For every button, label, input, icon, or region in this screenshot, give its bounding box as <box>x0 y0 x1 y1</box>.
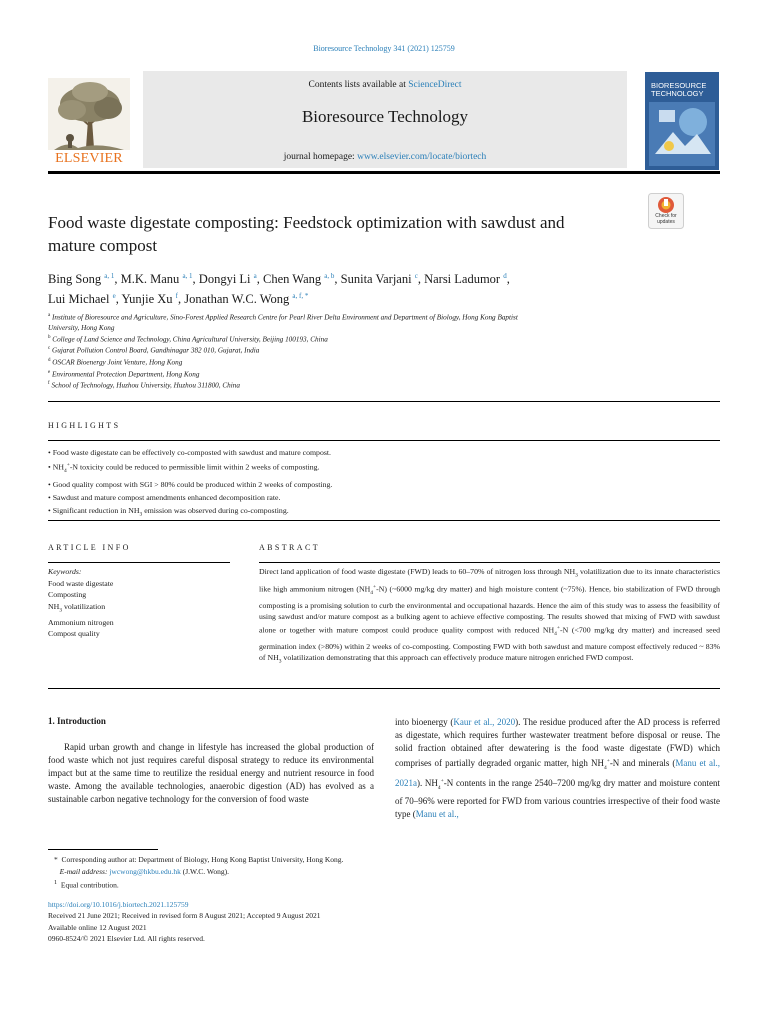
reference-link[interactable]: Kaur et al., 2020 <box>453 717 516 727</box>
keywords-list <box>48 566 228 640</box>
reference-link[interactable]: Manu et al., 2021a <box>395 758 720 788</box>
keyword: $NH_3$ volatilization <box>48 601 106 614</box>
author[interactable]: Chen Wang $^{a, b}$ <box>263 272 335 287</box>
affiliation: $^e$ Environmental Protection Department, Hong Kong <box>48 369 200 378</box>
journal-title: Bioresource Technology <box>301 107 469 126</box>
cover-graphic-icon <box>649 102 715 166</box>
available-online-date: Available online 12 August 2021 <box>48 922 147 932</box>
abstract-heading: ABSTRACT <box>259 543 320 552</box>
affiliation: $^c$ Gujarat Pollution Control Board, Gandhinagar 382 010, Gujarat, India <box>48 346 260 355</box>
highlights-header-rule <box>48 440 720 441</box>
journal-cover-image[interactable] <box>645 72 719 170</box>
cover-title-line2: TECHNOLOGY <box>651 89 704 98</box>
article-info-rule <box>48 562 230 563</box>
highlight-item: • Sawdust and mature compost amendments enhanced decomposition rate. <box>48 493 281 503</box>
highlights-list <box>48 446 720 522</box>
elsevier-wordmark: ELSEVIER <box>55 151 123 166</box>
introduction-heading: 1. Introduction <box>48 716 106 726</box>
affiliation: $^b$ College of Land Science and Technology, China Agricultural University, Beijing 100193, China <box>48 334 328 344</box>
journal-homepage-link[interactable]: www.elsevier.com/locate/biortech <box>357 152 487 162</box>
contents-available-line <box>143 80 627 90</box>
highlight-item: • $NH_4^+-N$ toxicity could be reduced to permissible limit within 2 weeks of composting. <box>48 462 320 475</box>
affiliation: $^a$ Institute of Bioresource and Agriculture, Sino-Forest Applied Research Centre for Pearl River Delta Environment and Department of Biology, Hong Kong Baptist <box>48 313 518 322</box>
author[interactable]: Sunita Varjani $^c$ <box>340 272 418 287</box>
check-for-updates-label[interactable] <box>648 214 684 225</box>
highlights-bottom-rule <box>48 520 720 521</box>
received-dates: Received 21 June 2021; Received in revised form 8 August 2021; Accepted 9 August 2021 <box>48 911 321 921</box>
check-updates-line2: updates <box>657 218 675 225</box>
header-divider <box>48 171 720 174</box>
highlights-top-rule <box>48 401 720 402</box>
keyword: Food waste digestate <box>48 578 114 588</box>
author[interactable]: Dongyi Li $^a$ <box>198 272 257 287</box>
sciencedirect-link[interactable]: ScienceDirect <box>408 80 462 90</box>
keyword: Ammonium nitrogen <box>48 617 114 627</box>
article-info-heading: ARTICLE INFO <box>48 543 131 552</box>
email-link[interactable]: jwcwong@hkbu.edu.hk <box>109 866 181 876</box>
introduction-left-column: Rapid urban growth and change in lifestyle has increased the global production of food waste which not just requires careful disposal strategy to reduce its environmental impact but at the same time to reutilize the residual energy and nutrient resource in food waste. Among the available technologies, anaerobic digestion (AD) has evolved as a sustainable carbon negative technology for the conversion of food waste <box>48 742 374 804</box>
footnotes <box>48 854 548 891</box>
author[interactable]: M.K. Manu $^{a, 1}$ <box>120 272 193 287</box>
author[interactable]: Jonathan W.C. Wong $^{a, f, *}$ <box>184 292 309 307</box>
author[interactable]: Narsi Ladumor $^d$ <box>424 272 507 287</box>
affiliation: $^f$ School of Technology, Huzhou University, Huzhou 311800, China <box>48 381 240 390</box>
highlight-item: • Significant reduction in $NH_3$ emission was observed during co-composting. <box>48 506 289 518</box>
doi-link[interactable]: https://doi.org/10.1016/j.biortech.2021.125759 <box>48 900 189 909</box>
journal-homepage-line <box>143 152 627 162</box>
check-updates-line1: Check for <box>655 213 677 219</box>
contents-prefix: Contents lists available at <box>308 80 409 90</box>
footnote-rule <box>48 849 158 850</box>
email-note: E-mail address: jwcwong@hkbu.edu.hk (J.W.C. Wong). <box>59 866 229 876</box>
keyword: Composting <box>48 590 87 599</box>
article-title <box>48 211 648 257</box>
highlight-item: • Good quality compost with SGI > 80% could be produced within 2 weeks of composting. <box>48 480 333 490</box>
author[interactable]: Bing Song $^{a, 1}$ <box>48 272 115 287</box>
author[interactable]: Lui Michael $^e$ <box>48 292 116 307</box>
author-list: Bing Song $^{a, 1}$, M.K. Manu $^{a, 1}$, Dongyi Li $^a$, Chen Wang $^{a, b}$, Sunita Varjani $^c$, Narsi Ladumor $^d$, Lui Michael $^e$, Yunjie Xu $^f$, Jonathan W.C. Wong $^{a, f, *}$ <box>48 272 510 307</box>
highlight-item: • Food waste digestate can be effectively co-composted with sawdust and mature compost. <box>48 448 331 457</box>
highlights-heading: HIGHLIGHTS <box>48 421 121 430</box>
affiliation-list <box>48 311 688 391</box>
cover-title-line1: BIORESOURCE <box>651 81 707 90</box>
corresponding-author-note: * Corresponding author at: Department of Biology, Hong Kong Baptist University, Hong Kong. <box>54 855 344 864</box>
article-title-line2: mature compost <box>48 236 158 255</box>
author[interactable]: Yunjie Xu $^f$ <box>121 292 178 307</box>
abstract-bottom-rule <box>48 688 720 689</box>
affiliation: University, Hong Kong <box>48 323 115 332</box>
affiliation: $^d$ OSCAR Bioenergy Joint Venture, Hong Kong <box>48 357 183 367</box>
copyright-line: 0960-8524/© 2021 Elsevier Ltd. All rights reserved. <box>48 933 205 943</box>
introduction-right-column: into bioenergy (Kaur et al., 2020). The residue produced after the AD process is referred as digestate, which requires further wastewater treatment before disposal or reuse. The solid fraction obtained after dewatering is the food waste digestate (FWD) which comprises of partially degraded organic matter, high $NH_4^+-N$ and minerals (Manu et al., 2021a). $NH_4^+-N$ contents in the range 2540–7200 mg/kg dry matter and moisture content of 70–96% were reported for FWD from various countries irrespective of their food waste type (Manu et al., <box>395 717 721 819</box>
abstract-text: Direct land application of food waste digestate (FWD) leads to 60–70% of nitrogen loss through $NH_3$ volatilization due to its innate characteristics like high ammonium nitrogen $(NH_4^+-N)$ (~6000 mg/kg dry matter) and high moisture content (~75%). Hence, bio stabilization of FWD through composting is a promising solution to curb the environmental and occupational hazards. Hence the aim of this study was to assess the feasibility of using sawdust and/or mature compost as a bulking agent to achieve effective composting. The results showed that mixing of FWD with sawdust alone or together with mature compost could produce quality compost with reduced $NH_4^+-N$ (<700 mg/kg dry matter) and increased seed germination index (>80%) within 2 weeks of co-composting. Composting FWD with both sawdust and mature compost effectively reduced ~ 83% of $NH_3$ volatilization demonstrating that this approach can effectively produce mature nitrogen enriched FWD compost. <box>259 567 720 665</box>
keywords-heading: Keywords: <box>48 567 82 576</box>
abstract-rule <box>259 562 720 563</box>
equal-contribution-note: $^1$ Equal contribution. <box>54 879 119 890</box>
cover-title <box>651 82 715 98</box>
reference-link[interactable]: Manu et al., <box>415 808 459 819</box>
keyword: Compost quality <box>48 629 100 639</box>
homepage-prefix: journal homepage: <box>283 152 358 162</box>
journal-citation-link[interactable]: Bioresource Technology 341 (2021) 125759 <box>313 44 455 53</box>
publication-info <box>48 899 548 944</box>
article-title-line1: Food waste digestate composting: Feedstock optimization with sawdust and <box>48 213 565 232</box>
